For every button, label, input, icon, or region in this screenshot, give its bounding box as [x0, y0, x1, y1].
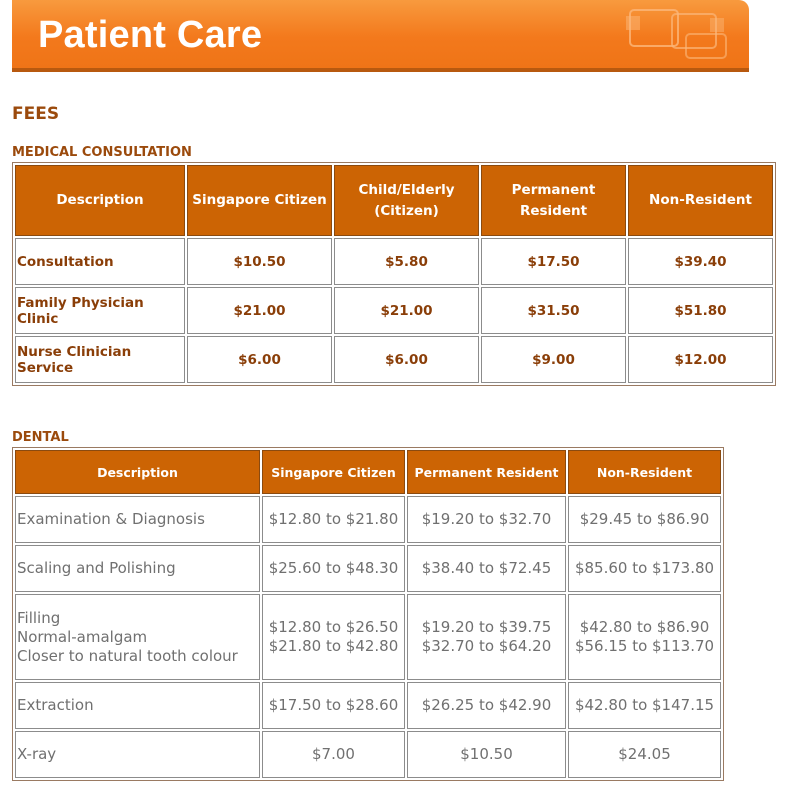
fee-cell: $21.00 [187, 287, 332, 334]
table-row [15, 682, 721, 729]
fee-line: $32.70 to $64.20 [421, 637, 552, 655]
fee-cell: $51.80 [628, 287, 773, 334]
column-header: Singapore Citizen [262, 450, 405, 494]
fee-cell: $6.00 [187, 336, 332, 383]
fee-cell: $38.40 to $72.45 [407, 545, 566, 592]
description-line: Filling [17, 608, 61, 627]
fee-cell: $25.60 to $48.30 [262, 545, 405, 592]
fee-cell: $7.00 [262, 731, 405, 778]
row-description: Nurse Clinician Service [15, 336, 185, 383]
dental-table [12, 447, 724, 781]
row-description [15, 594, 260, 680]
fee-cell: $21.00 [334, 287, 479, 334]
fee-cell [568, 594, 721, 680]
fee-cell: $10.50 [187, 238, 332, 285]
column-header: Description [15, 450, 260, 494]
fee-line: $42.80 to $86.90 [579, 618, 710, 636]
fee-line: $56.15 to $113.70 [574, 637, 715, 655]
description-line: Closer to natural tooth colour [17, 646, 238, 665]
column-header: Singapore Citizen [187, 165, 332, 236]
fee-cell: $19.20 to $32.70 [407, 496, 566, 543]
row-description: Examination & Diagnosis [15, 496, 260, 543]
column-header: Non-Resident [568, 450, 721, 494]
fee-cell: $17.50 [481, 238, 626, 285]
medical-consultation-table [12, 162, 776, 386]
row-description: X-ray [15, 731, 260, 778]
page-banner [12, 0, 749, 72]
fee-cell: $6.00 [334, 336, 479, 383]
fee-cell: $85.60 to $173.80 [568, 545, 721, 592]
column-header: Non-Resident [628, 165, 773, 236]
fee-cell: $17.50 to $28.60 [262, 682, 405, 729]
row-description: Extraction [15, 682, 260, 729]
fee-cell: $29.45 to $86.90 [568, 496, 721, 543]
fee-line: $21.80 to $42.80 [268, 637, 399, 655]
fee-cell: $10.50 [407, 731, 566, 778]
row-description: Scaling and Polishing [15, 545, 260, 592]
table-row [15, 496, 721, 543]
row-description: Consultation [15, 238, 185, 285]
row-description: Family Physician Clinic [15, 287, 185, 334]
page-title: Patient Care [38, 14, 263, 56]
fee-cell: $26.25 to $42.90 [407, 682, 566, 729]
fee-cell: $42.80 to $147.15 [568, 682, 721, 729]
column-header: Permanent Resident [407, 450, 566, 494]
fee-cell [407, 594, 566, 680]
table-row [15, 594, 721, 680]
fee-cell: $12.80 to $21.80 [262, 496, 405, 543]
column-header: Permanent Resident [481, 165, 626, 236]
table-row [15, 287, 773, 334]
table-row [15, 238, 773, 285]
fee-cell: $12.00 [628, 336, 773, 383]
fee-cell: $31.50 [481, 287, 626, 334]
fees-heading: FEES [12, 104, 60, 124]
fee-cell: $5.80 [334, 238, 479, 285]
fee-line: $12.80 to $26.50 [268, 618, 399, 636]
fee-cell: $9.00 [481, 336, 626, 383]
table-row [15, 731, 721, 778]
dental-heading: DENTAL [12, 430, 69, 445]
medical-consultation-heading: MEDICAL CONSULTATION [12, 145, 192, 160]
fee-cell [262, 594, 405, 680]
column-header: Description [15, 165, 185, 236]
fee-cell: $24.05 [568, 731, 721, 778]
table-row [15, 545, 721, 592]
table-row [15, 336, 773, 383]
fee-line: $19.20 to $39.75 [421, 618, 552, 636]
description-line: Normal-amalgam [17, 627, 148, 646]
decorative-squares-icon [612, 4, 742, 62]
column-header: Child/Elderly (Citizen) [334, 165, 479, 236]
fee-cell: $39.40 [628, 238, 773, 285]
table-header-row [15, 165, 773, 236]
table-header-row [15, 450, 721, 494]
